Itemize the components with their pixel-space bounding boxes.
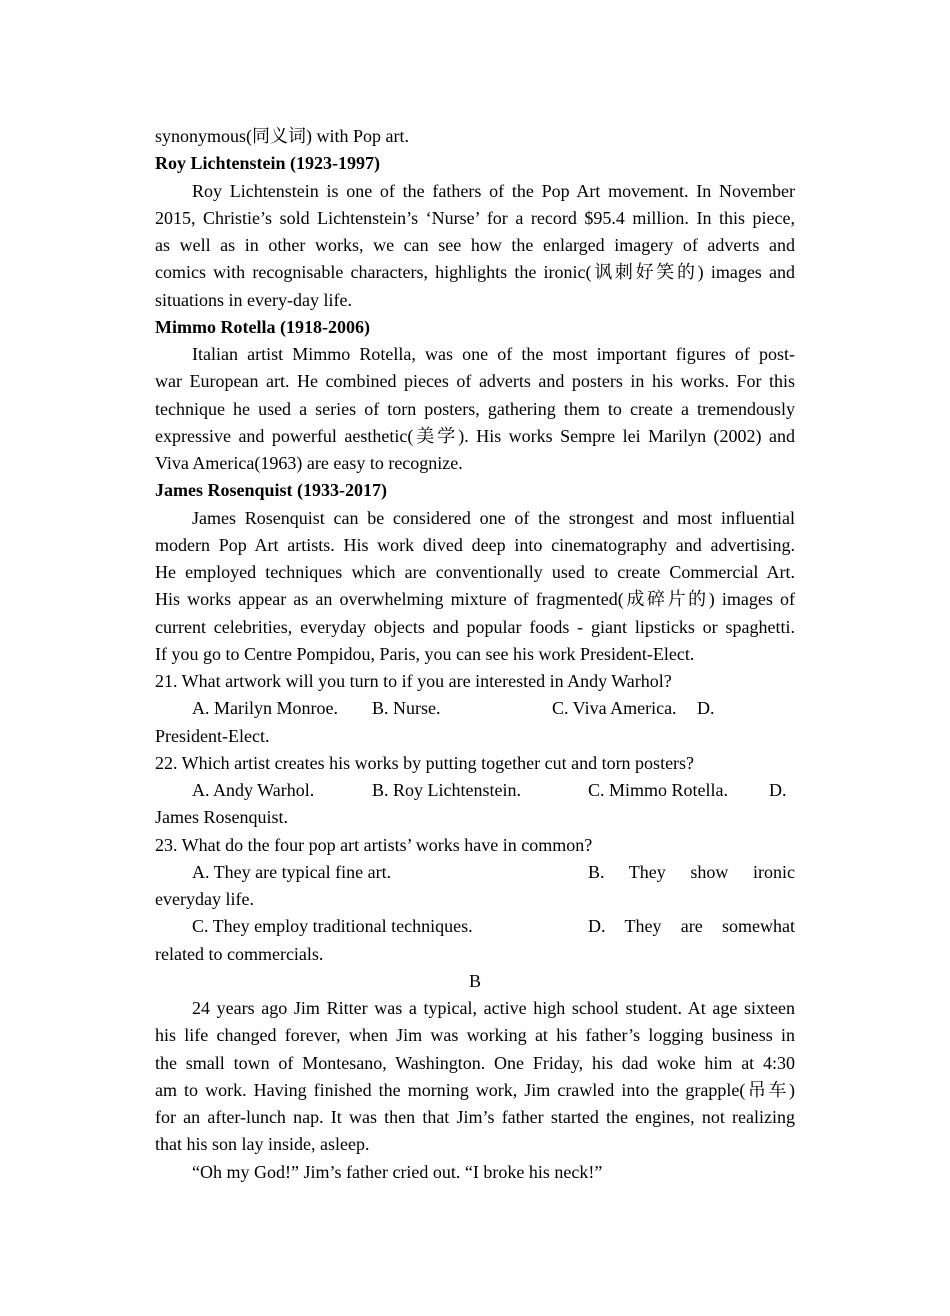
text-line: “Oh my God!” Jim’s father cried out. “I broke his neck!” xyxy=(192,1161,603,1182)
text-line: situations in every-day life. xyxy=(155,289,352,310)
passage-label: B xyxy=(468,970,481,991)
text-line: war European art. He combined pieces of adverts and posters in his works. For this xyxy=(155,371,795,392)
text-line: He employed techniques which are conventionally used to create Commercial Art. xyxy=(155,562,795,582)
section-heading: James Rosenquist (1933-2017) xyxy=(155,480,387,501)
text-line: 23. What do the four pop art artists’ works have in common? xyxy=(155,834,593,855)
answer-option: B. Roy Lichtenstein. xyxy=(372,780,521,800)
text-line: Viva America(1963) are easy to recognize. xyxy=(155,453,463,473)
answer-option: C. Mimmo Rotella. xyxy=(588,780,729,800)
text-line: President-Elect. xyxy=(155,725,270,746)
text-line: 24 years ago Jim Ritter was a typical, active high school student. At age sixteen xyxy=(192,998,795,1018)
text-line: am to work. Having finished the morning work, Jim crawled into the grapple(吊车) xyxy=(155,1079,795,1100)
text-line: that his son lay inside, asleep. xyxy=(155,1134,370,1155)
text-line: comics with recognisable characters, highlights the ironic(讽刺好笑的) images and xyxy=(155,262,795,283)
answer-option: D. xyxy=(769,780,787,800)
answer-option: D. xyxy=(697,698,715,719)
answer-option: B. They show ironic xyxy=(588,861,795,882)
answer-options-row xyxy=(155,695,795,722)
answer-option: A. They are typical fine art. xyxy=(192,861,392,882)
answer-options-row xyxy=(155,913,795,940)
answer-option: C. They employ traditional techniques. xyxy=(192,916,473,937)
answer-option: D. They are somewhat xyxy=(588,916,795,937)
text-line: James Rosenquist can be considered one of the strongest and most influential xyxy=(192,507,795,528)
section-heading: Mimmo Rotella (1918-2006) xyxy=(155,316,370,337)
text-line: synonymous(同义词) with Pop art. xyxy=(155,126,409,146)
answer-option: B. Nurse. xyxy=(372,698,441,719)
document-page xyxy=(155,123,795,1186)
text-line: modern Pop Art artists. His work dived deep into cinematography and advertising. xyxy=(155,534,795,555)
text-line: related to commercials. xyxy=(155,943,324,964)
text-line: 22. Which artist creates his works by putting together cut and torn posters? xyxy=(155,752,695,773)
answer-options-row xyxy=(155,859,795,886)
text-line: 2015, Christie’s sold Lichtenstein’s ‘Nurse’ for a record $95.4 million. In this piece, xyxy=(155,207,795,228)
text-line: 21. What artwork will you turn to if you are interested in Andy Warhol? xyxy=(155,671,672,691)
section-heading: Roy Lichtenstein (1923-1997) xyxy=(155,153,380,174)
text-line: the small town of Montesano, Washington. One Friday, his dad woke him at 4:30 xyxy=(155,1052,795,1073)
text-line: for an after-lunch nap. It was then that Jim’s father started the engines, not realizing xyxy=(155,1107,795,1127)
answer-options-row xyxy=(155,777,795,804)
answer-option: A. Marilyn Monroe. xyxy=(192,698,338,719)
text-line: Roy Lichtenstein is one of the fathers of the Pop Art movement. In November xyxy=(192,180,795,201)
text-line: technique he used a series of torn posters, gathering them to create a tremendously xyxy=(155,398,795,419)
text-line: expressive and powerful aesthetic(美学). His works Sempre lei Marilyn (2002) and xyxy=(155,425,795,446)
text-line: His works appear as an overwhelming mixture of fragmented(成碎片的) images of xyxy=(155,589,795,610)
text-line: If you go to Centre Pompidou, Paris, you can see his work President-Elect. xyxy=(155,643,695,664)
text-line: as well as in other works, we can see how the enlarged imagery of adverts and xyxy=(155,235,795,255)
text-line: everyday life. xyxy=(155,889,254,909)
text-line: Italian artist Mimmo Rotella, was one of the most important figures of post- xyxy=(192,344,795,364)
answer-option: A. Andy Warhol. xyxy=(192,780,315,800)
text-line: current celebrities, everyday objects and popular foods - giant lipsticks or spaghetti. xyxy=(155,616,795,637)
text-line: James Rosenquist. xyxy=(155,807,288,828)
text-line: his life changed forever, when Jim was working at his father’s logging business in xyxy=(155,1025,795,1046)
answer-option: C. Viva America. xyxy=(552,698,677,719)
